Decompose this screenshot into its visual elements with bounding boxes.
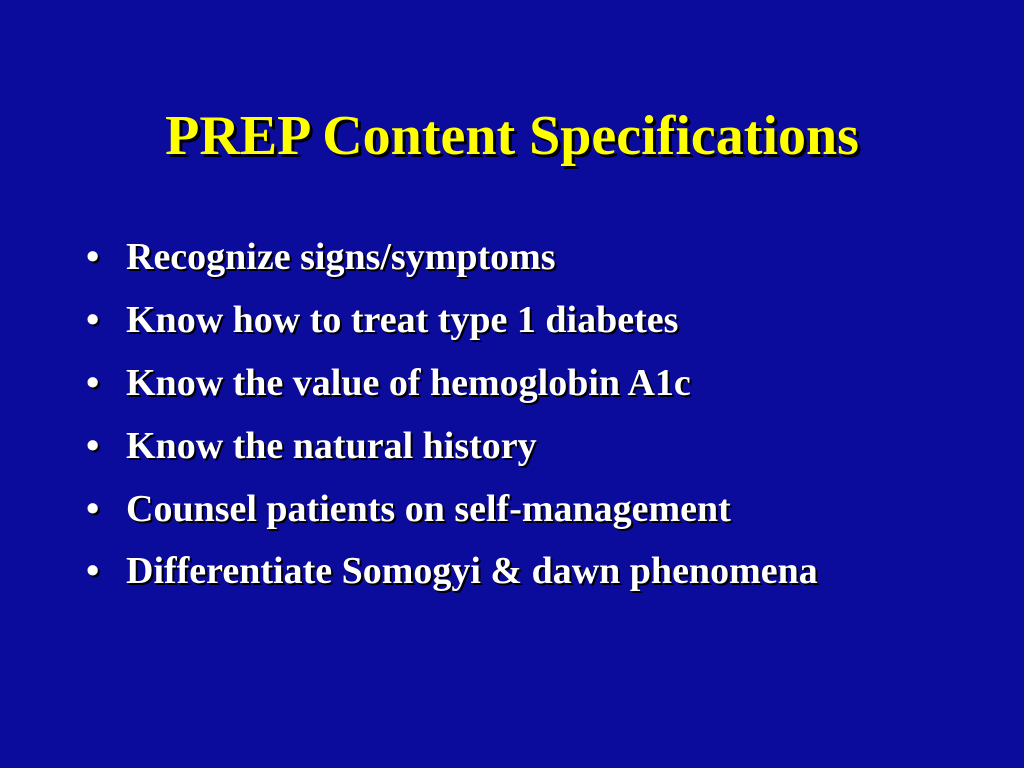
bullet-text: Know the natural history <box>126 425 537 467</box>
bullet-text: Know how to treat type 1 diabetes <box>126 299 679 341</box>
bullet-text: Differentiate Somogyi & dawn phenomena <box>126 550 818 592</box>
bullet-item <box>84 541 964 601</box>
bullet-marker: • <box>86 550 100 592</box>
bullet-text: Counsel patients on self-management <box>126 488 731 530</box>
bullet-marker: • <box>86 362 100 404</box>
bullet-marker: • <box>86 236 100 278</box>
bullet-item <box>84 289 964 352</box>
slide-title: PREP Content Specifications <box>165 105 859 167</box>
bullet-item <box>84 226 964 289</box>
bullet-text: Recognize signs/symptoms <box>126 236 556 278</box>
bullet-item <box>84 415 964 478</box>
bullet-marker: • <box>86 488 100 530</box>
bullet-list <box>84 226 964 601</box>
bullet-item <box>84 478 964 541</box>
bullet-text: Know the value of hemoglobin A1c <box>126 362 691 404</box>
bullet-item <box>84 352 964 415</box>
bullet-marker: • <box>86 425 100 467</box>
bullet-marker: • <box>86 299 100 341</box>
